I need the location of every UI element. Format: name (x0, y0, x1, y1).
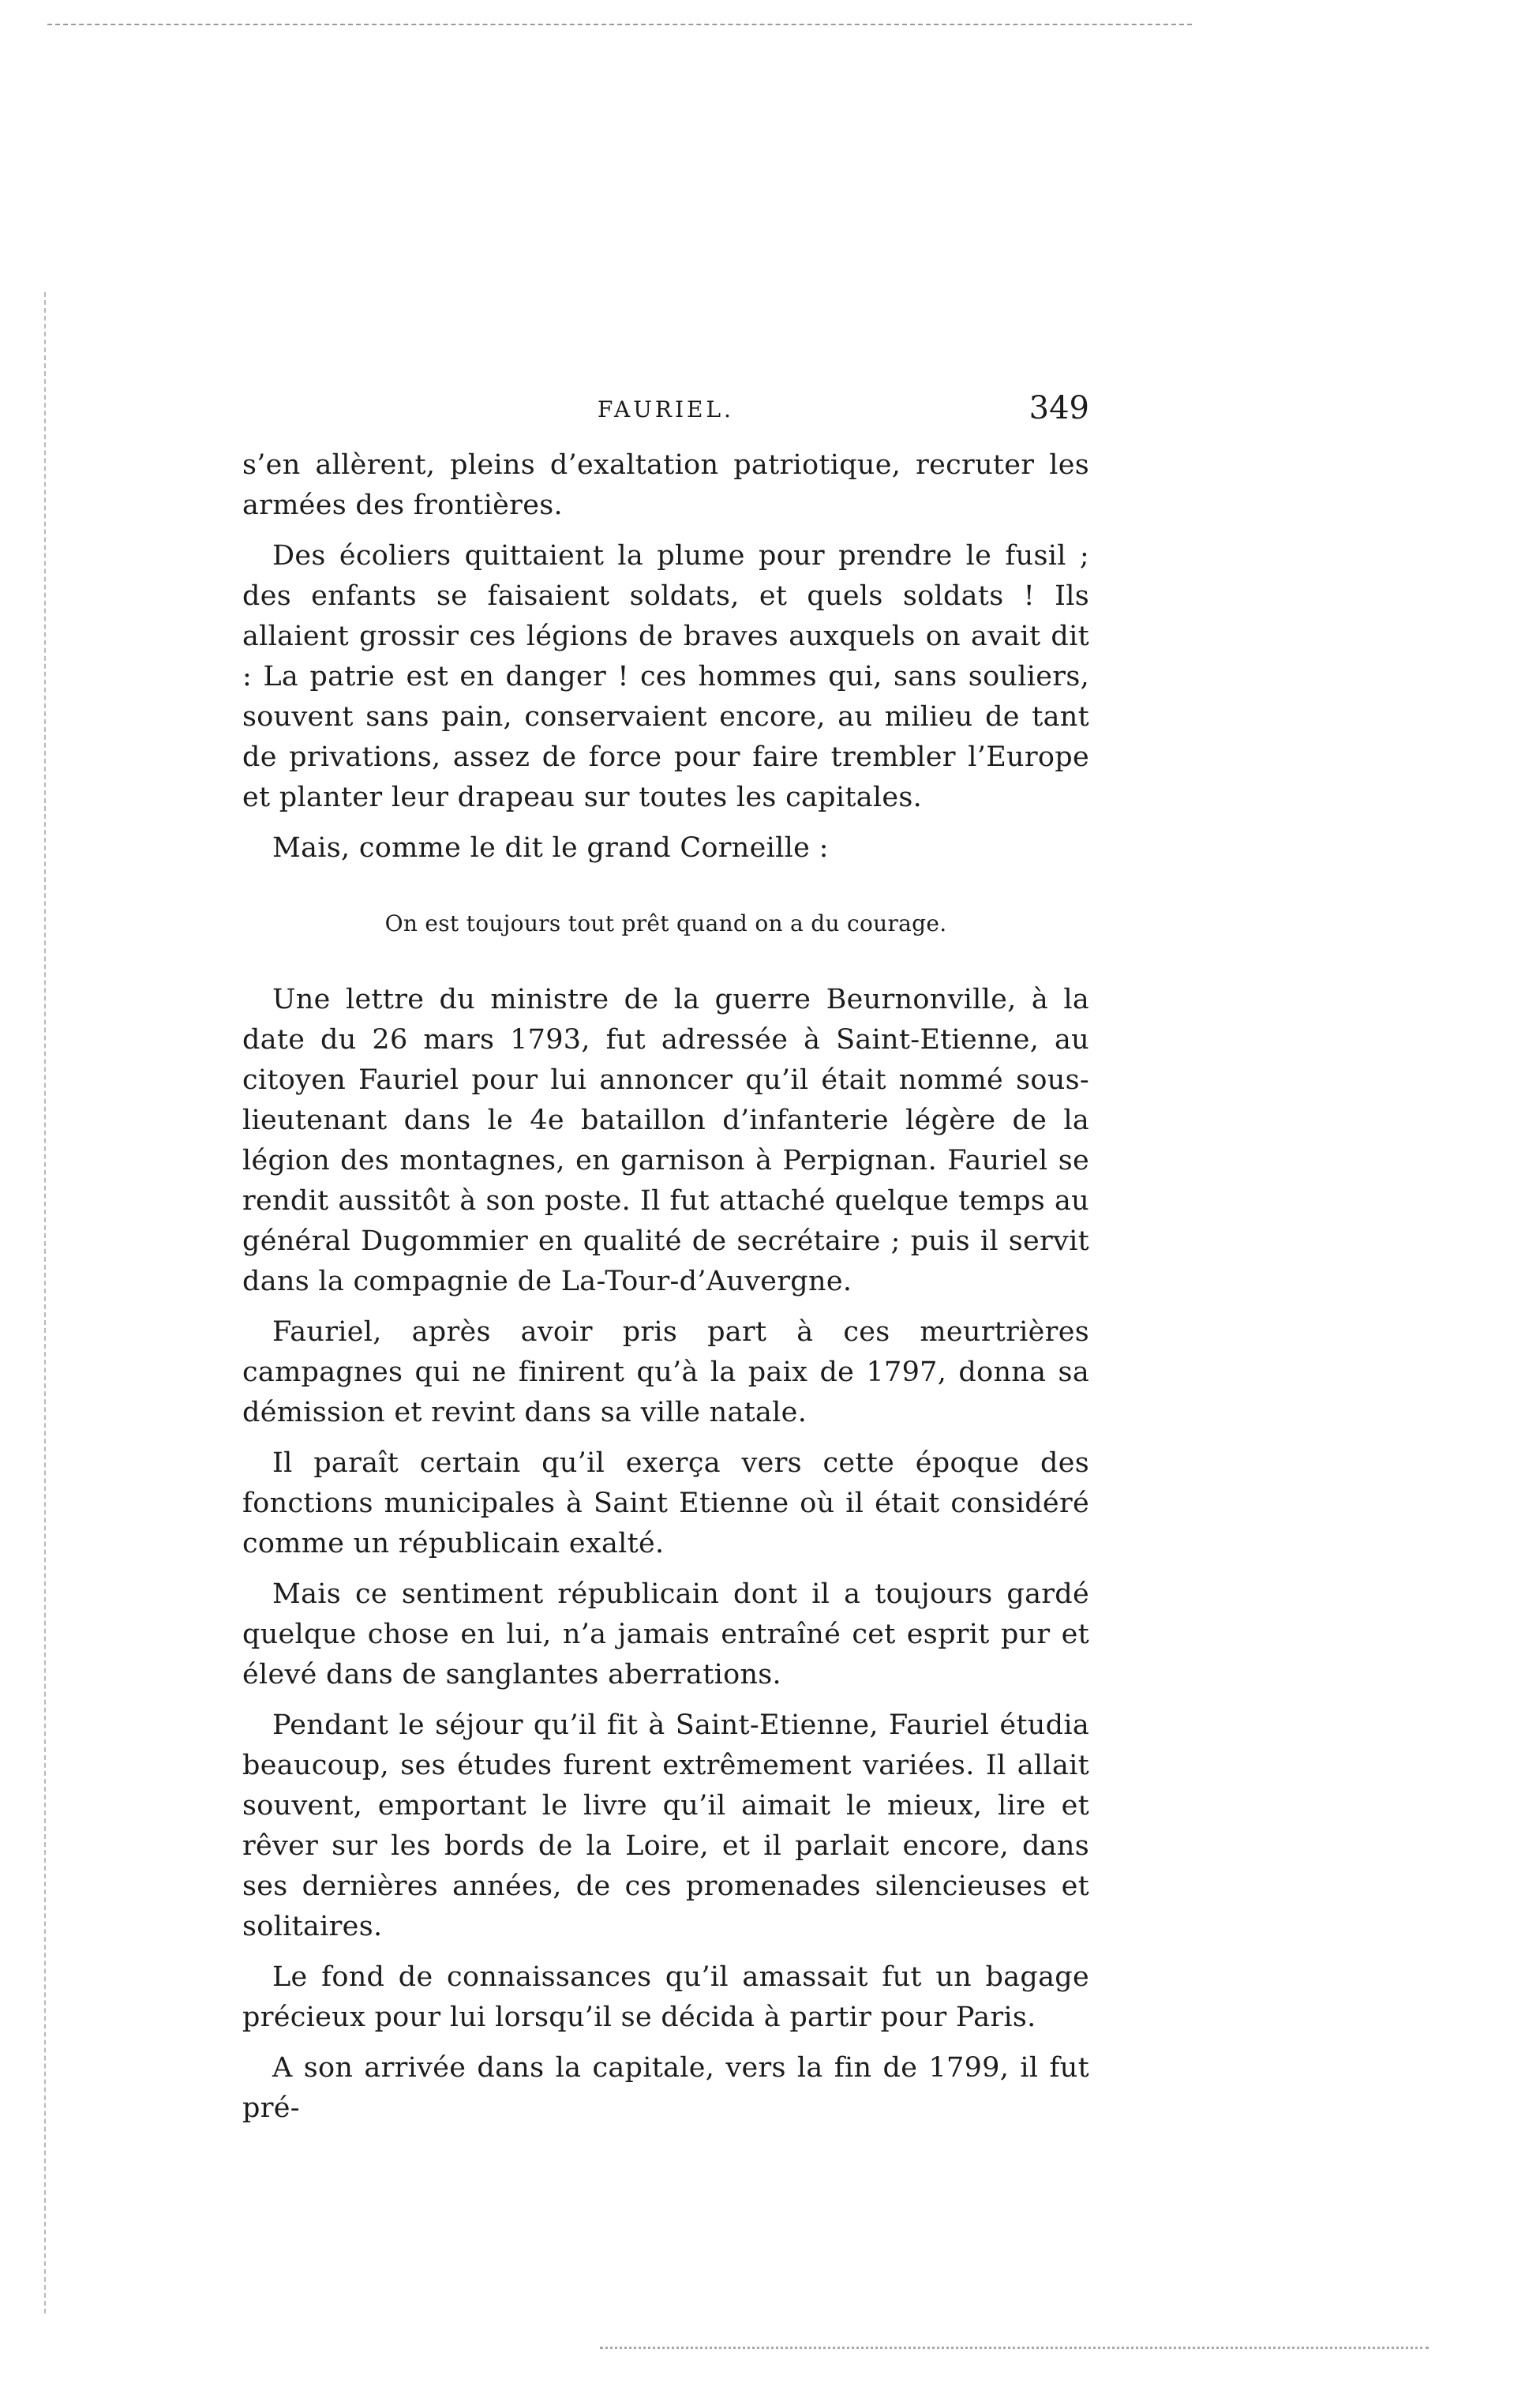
paragraph: Des écoliers quittaient la plume pour prendre le fusil ; des enfants se faisaient soldats, et quels soldats ! Ils allaient grossir ces légions de braves auxquels on avait dit : La patrie est en danger ! ces hommes qui, sans souliers, souvent sans pain, conservaient encore, au milieu de tant de privations, assez de force pour faire trembler l’Europe et planter leur drapeau sur toutes les capitales. (242, 540, 1089, 813)
page-number: 349 (1029, 390, 1089, 426)
paragraph: A son arrivée dans la capitale, vers la fin de 1799, il fut pré- (242, 2052, 1089, 2124)
paragraph: Le fond de connaissances qu’il amassait fut un bagage précieux pour lui lorsqu’il se décida à partir pour Paris. (242, 1961, 1089, 2033)
paragraph: Une lettre du ministre de la guerre Beurnonville, à la date du 26 mars 1793, fut adressée à Saint-Etienne, au citoyen Fauriel pour lui annoncer qu’il était nommé sous-lieutenant dans le 4e bataillon d’infanterie légère de la légion des montagnes, en garnison à Perpignan. Fauriel se rendit aussitôt à son poste. Il fut attaché quelque temps au général Dugommier en qualité de secrétaire ; puis il servit dans la compagnie de La-Tour-d’Auvergne. (242, 984, 1089, 1297)
paragraph: Mais ce sentiment républicain dont il a toujours gardé quelque chose en lui, n’a jamais entraîné cet esprit pur et élevé dans de sanglantes aberrations. (242, 1578, 1089, 1690)
page-body (242, 445, 1089, 2139)
scan-binding-marks (44, 292, 51, 2313)
quotation: On est toujours tout prêt quand on a du courage. (384, 910, 947, 936)
paragraph: Fauriel, après avoir pris part à ces meurtrières campagnes qui ne finirent qu’à la paix de 1797, donna sa démission et revint dans sa ville natale. (242, 1316, 1089, 1428)
paragraph-continuation: s’en allèrent, pleins d’exaltation patriotique, recruter les armées des frontières. (242, 449, 1089, 521)
paragraph: Pendant le séjour qu’il fit à Saint-Etienne, Fauriel étudia beaucoup, ses études furent extrêmement variées. Il allait souvent, emportant le livre qu’il aimait le mieux, lire et rêver sur les bords de la Loire, et il parlait encore, dans ses dernières années, de ces promenades silencieuses et solitaires. (242, 1709, 1089, 1942)
scan-top-edge (47, 24, 1192, 25)
paragraph: Mais, comme le dit le grand Corneille : (272, 832, 829, 864)
running-head: FAURIEL. (598, 396, 734, 422)
scan-bottom-edge (600, 2347, 1429, 2349)
page-header (242, 392, 1089, 430)
paragraph: Il paraît certain qu’il exerça vers cette époque des fonctions municipales à Saint Etienne où il était considéré comme un républicain exalté. (242, 1447, 1089, 1559)
